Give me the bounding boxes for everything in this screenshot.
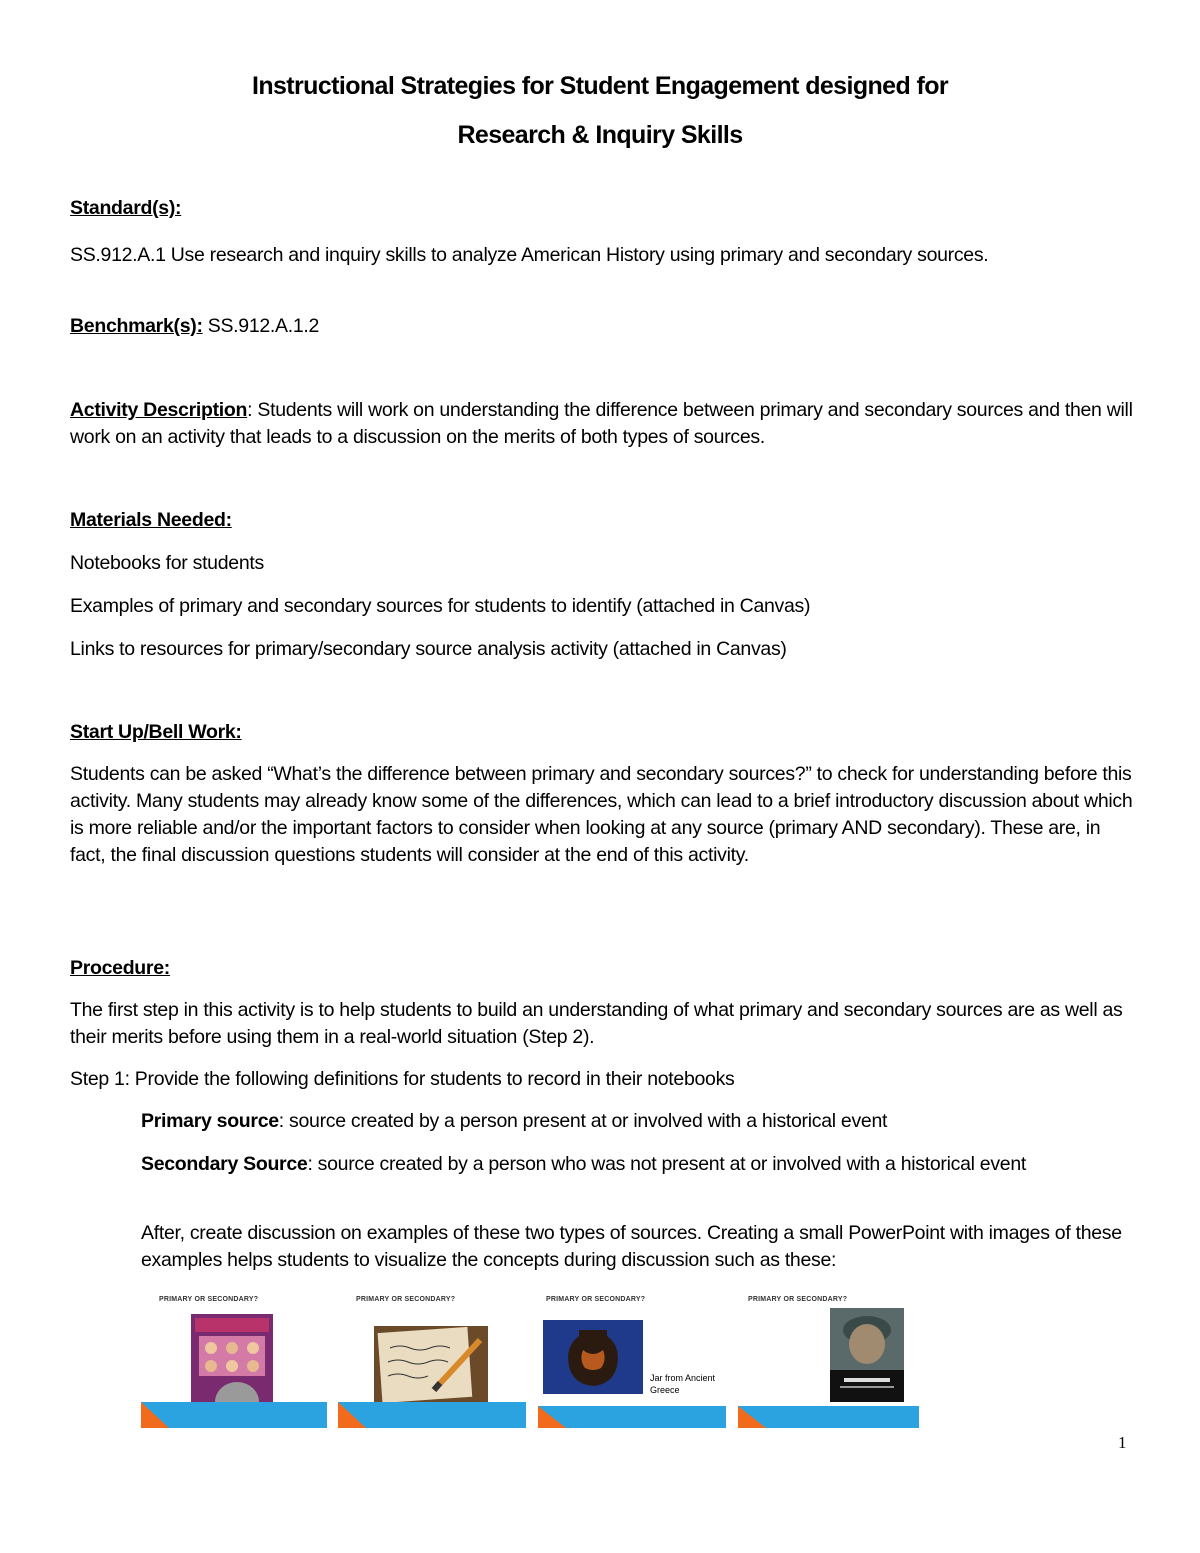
secondary-term: Secondary Source [141,1153,308,1175]
greek-jar-image [543,1320,643,1394]
activity-section [70,397,1140,451]
startup-text: Students can be asked “What’s the difference between primary and secondary sources?” to check for understanding before this activity. Many students may already know some of the differences, which can lead to a brief introductory discussion about which is more reliable and/or the important factors to consider when looking at any source (primary AND secondary). These are, in fact, the final discussion questions students will consider at the end of this activity. [70,763,1133,866]
slide-caption: PRIMARY OR SECONDARY? [748,1296,848,1303]
procedure-step1: Step 1: Provide the following definitions for students to record in their notebooks [70,1068,735,1090]
document-title-line1: Instructional Strategies for Student Engagement designed for [251,72,949,100]
primary-definition: : source created by a person present at or involved with a historical event [278,1110,888,1132]
slide-accent-triangle [141,1402,169,1428]
movie-poster-image [830,1308,904,1402]
benchmark-section [70,313,1140,340]
definition-primary [141,1108,1141,1135]
activity-heading: Activity Description [70,399,248,421]
standards-heading: Standard(s): [70,197,182,219]
materials-item: Links to resources for primary/secondary source analysis activity (attached in Canvas) [70,638,787,660]
secondary-definition: : source created by a person who was not present at or involved with a historical event [307,1153,1026,1175]
page-number: 1 [1118,1433,1127,1452]
materials-heading: Materials Needed: [70,509,232,531]
benchmark-text: SS.912.A.1.2 [202,315,320,337]
definition-secondary [141,1151,1141,1178]
slide-accent-triangle [538,1406,566,1428]
slide-image-label: Jar from Ancient Greece [650,1373,716,1395]
standards-text: SS.912.A.1 Use research and inquiry skills to analyze American History using primary and secondary sources. [70,244,989,266]
benchmark-heading: Benchmark(s): [70,315,203,337]
procedure-section [70,955,1140,1093]
slide-thumbnail [738,1290,919,1428]
primary-term: Primary source [141,1110,279,1132]
procedure-after: After, create discussion on examples of these two types of sources. Creating a small PowerPoint with images of these examples helps students to visualize the concepts during discussion such as these: [141,1222,1122,1271]
slide-footer-bar [538,1406,726,1428]
materials-item: Notebooks for students [70,552,264,574]
slide-accent-triangle [338,1402,366,1428]
slide-caption: PRIMARY OR SECONDARY? [546,1296,646,1303]
slide-caption: PRIMARY OR SECONDARY? [356,1296,456,1303]
slide-footer-bar [338,1402,526,1428]
slide-thumbnail [538,1290,726,1428]
procedure-heading: Procedure: [70,957,170,979]
procedure-intro: The first step in this activity is to help students to build an understanding of what primary and secondary sources are as well as their merits before using them in a real-world situation (Step 2). [70,999,1123,1048]
materials-section [70,507,1140,663]
slide-thumbnail [338,1290,526,1428]
document-title-line2: Research & Inquiry Skills [457,121,743,149]
activity-text: : Students will work on understanding the difference between primary and secondary sources and then will work on an activity that leads to a discussion on the merits of both types of sources. [70,399,1133,448]
slide-caption: PRIMARY OR SECONDARY? [159,1296,259,1303]
slide-thumbnail [141,1290,327,1428]
handwritten-letter-image [374,1326,488,1404]
startup-section [70,719,1140,869]
standards-section [70,195,1140,269]
startup-heading: Start Up/Bell Work: [70,721,242,743]
slide-accent-triangle [738,1406,766,1428]
materials-item: Examples of primary and secondary sources for students to identify (attached in Canvas) [70,595,811,617]
